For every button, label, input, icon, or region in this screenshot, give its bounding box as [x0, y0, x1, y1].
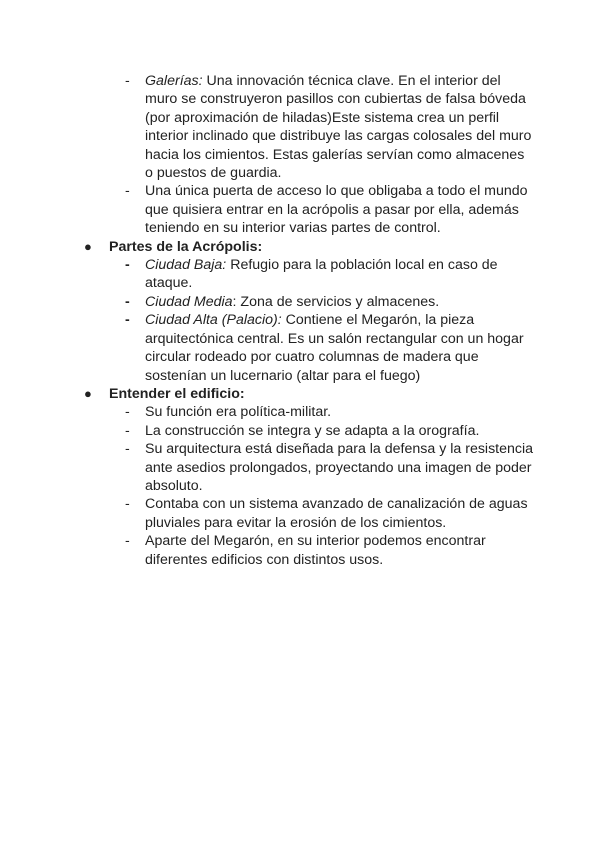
list-item [145, 256, 534, 293]
list-item-galerias [145, 72, 534, 182]
item-text: Su función era política-militar. [145, 404, 332, 421]
bullet-icon: ● [84, 238, 92, 254]
item-text: Una innovación técnica clave. En el interior del muro se construyeron pasillos con cubiertas de falsa bóveda (por aproximación de hiladas)Este sistema crea un perfil interior inclinado que distribuye las cargas colosales del muro hacia los cimientos. Estas galerías servían como almacenes o puestos de guardia. [145, 73, 532, 182]
partes-list [109, 256, 534, 385]
list-item [145, 440, 534, 495]
list-item [145, 293, 534, 311]
item-text: Una única puerta de acceso lo que obligaba a todo el mundo que quisiera entrar en la acrópolis a pasar por ella, además teniendo en su interior varias partes de control. [145, 183, 528, 237]
item-text: : Zona de servicios y almacenes. [232, 293, 440, 310]
item-text: Refugio para la población local en caso de ataque. [145, 257, 498, 292]
list-item [145, 532, 534, 569]
item-text: Aparte del Megarón, en su interior podemos encontrar diferentes edificios con distintos usos. [145, 533, 486, 568]
item-term: Ciudad Alta (Palacio): [145, 312, 282, 329]
section-heading: Entender el edificio: [109, 385, 245, 402]
document-content [84, 72, 534, 569]
section-heading: Partes de la Acrópolis: [109, 238, 263, 255]
sections-list [84, 238, 534, 569]
bullet-icon: ● [84, 385, 92, 401]
item-term: Ciudad Media [145, 293, 233, 310]
list-item [145, 311, 534, 385]
item-term: Galerías: [145, 73, 203, 89]
list-item [145, 495, 534, 532]
list-item [145, 422, 534, 440]
list-item-puerta [145, 182, 534, 237]
item-term: Ciudad Baja: [145, 257, 227, 274]
section-partes-acropolis [84, 238, 534, 385]
list-item [145, 403, 534, 421]
galerias-list [84, 72, 534, 238]
item-text: Contiene el Megarón, la pieza arquitectónica central. Es un salón rectangular con un hogar circular rodeado por cuatro columnas de madera que sostenían un lucernario (altar para el fuego) [145, 312, 524, 384]
entender-list [109, 403, 534, 569]
item-text: La construcción se integra y se adapta a la orografía. [145, 422, 480, 439]
item-text: Contaba con un sistema avanzado de canalización de aguas pluviales para evitar la erosión de los cimientos. [145, 496, 528, 531]
item-text: Su arquitectura está diseñada para la defensa y la resistencia ante asedios prolongados, proyectando una imagen de poder absoluto. [145, 441, 534, 494]
section-entender-edificio [84, 385, 534, 569]
